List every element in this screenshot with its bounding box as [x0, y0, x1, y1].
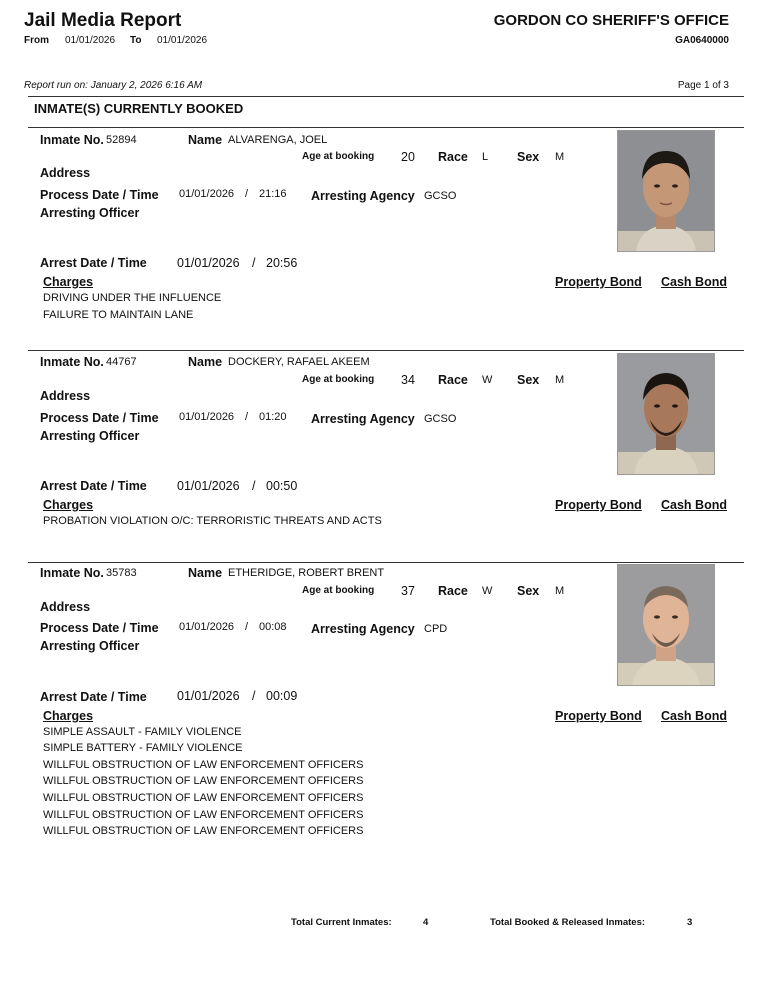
- charge-line: WILLFUL OBSTRUCTION OF LAW ENFORCEMENT OFFICERS: [43, 775, 364, 787]
- arrest-time: 20:56: [266, 256, 298, 270]
- race-value: W: [482, 374, 493, 386]
- process-dt-label: Process Date / Time: [40, 188, 159, 202]
- slash: /: [252, 689, 256, 703]
- inmate-no: 52894: [106, 134, 137, 146]
- age-value: 20: [401, 150, 415, 164]
- cash-bond-label: Cash Bond: [661, 275, 727, 289]
- charge-line: FAILURE TO MAINTAIN LANE: [43, 309, 194, 321]
- arrest-date: 01/01/2026: [177, 689, 240, 703]
- arresting-officer-label: Arresting Officer: [40, 429, 140, 443]
- arrest-time: 00:09: [266, 689, 298, 703]
- property-bond-label: Property Bond: [555, 709, 642, 723]
- total-booked-released-label: Total Booked & Released Inmates:: [490, 917, 646, 928]
- arrest-date: 01/01/2026: [177, 479, 240, 493]
- arresting-agency: GCSO: [424, 190, 457, 202]
- age-value: 34: [401, 373, 415, 387]
- to-label: To: [130, 35, 142, 46]
- age-label: Age at booking: [302, 151, 375, 162]
- age-label: Age at booking: [302, 374, 375, 385]
- process-dt-label: Process Date / Time: [40, 621, 159, 635]
- race-value: L: [482, 151, 489, 163]
- cash-bond-label: Cash Bond: [661, 498, 727, 512]
- race-value: W: [482, 585, 493, 597]
- sex-value: M: [555, 585, 565, 597]
- sex-value: M: [555, 151, 565, 163]
- slash: /: [252, 256, 256, 270]
- record-divider: [28, 562, 744, 563]
- process-time: 01:20: [259, 411, 287, 423]
- process-time: 00:08: [259, 621, 287, 633]
- arrest-date: 01/01/2026: [177, 256, 240, 270]
- name-label: Name: [188, 355, 223, 369]
- arresting-agency-label: Arresting Agency: [311, 189, 415, 203]
- sex-value: M: [555, 374, 565, 386]
- arresting-officer-label: Arresting Officer: [40, 206, 140, 220]
- arresting-agency-label: Arresting Agency: [311, 412, 415, 426]
- inmate-no-label: Inmate No.: [40, 566, 104, 580]
- arresting-agency-label: Arresting Agency: [311, 622, 415, 636]
- header-divider: [28, 96, 744, 97]
- slash: /: [245, 621, 249, 633]
- arresting-officer-label: Arresting Officer: [40, 639, 140, 653]
- address-label: Address: [40, 600, 91, 614]
- cash-bond-label: Cash Bond: [661, 709, 727, 723]
- mugshot-photo: [617, 564, 715, 686]
- charge-line: DRIVING UNDER THE INFLUENCE: [43, 292, 222, 304]
- from-date: 01/01/2026: [65, 35, 116, 46]
- process-date: 01/01/2026: [179, 411, 235, 423]
- inmate-no: 44767: [106, 356, 137, 368]
- section-divider: [28, 127, 744, 128]
- report-title: Jail Media Report: [24, 10, 182, 31]
- record-divider: [28, 350, 744, 351]
- address-label: Address: [40, 166, 91, 180]
- arrest-time: 00:50: [266, 479, 298, 493]
- inmate-no-label: Inmate No.: [40, 355, 104, 369]
- total-booked-released-value: 3: [687, 917, 693, 928]
- name-label: Name: [188, 566, 223, 580]
- property-bond-label: Property Bond: [555, 275, 642, 289]
- arrest-dt-label: Arrest Date / Time: [40, 479, 147, 493]
- total-current-value: 4: [423, 917, 429, 928]
- inmate-no-label: Inmate No.: [40, 133, 104, 147]
- to-date: 01/01/2026: [157, 35, 208, 46]
- mugshot-photo: [617, 353, 715, 475]
- sex-label: Sex: [517, 373, 540, 387]
- section-title: INMATE(S) CURRENTLY BOOKED: [34, 101, 244, 116]
- mugshot-photo: [617, 130, 715, 252]
- slash: /: [245, 411, 249, 423]
- charges-label: Charges: [43, 275, 94, 289]
- inmate-no: 35783: [106, 567, 137, 579]
- arresting-agency: CPD: [424, 623, 448, 635]
- name-label: Name: [188, 133, 223, 147]
- inmate-name: ETHERIDGE, ROBERT BRENT: [228, 567, 385, 579]
- agency-name: GORDON CO SHERIFF'S OFFICE: [493, 12, 729, 29]
- charge-line: SIMPLE ASSAULT - FAMILY VIOLENCE: [43, 726, 242, 738]
- age-label: Age at booking: [302, 585, 375, 596]
- charge-line: WILLFUL OBSTRUCTION OF LAW ENFORCEMENT OFFICERS: [43, 809, 364, 821]
- inmate-name: ALVARENGA, JOEL: [228, 134, 328, 146]
- charge-line: PROBATION VIOLATION O/C: TERRORISTIC THREATS AND ACTS: [43, 515, 382, 527]
- process-dt-label: Process Date / Time: [40, 411, 159, 425]
- process-date: 01/01/2026: [179, 188, 235, 200]
- race-label: Race: [438, 584, 468, 598]
- sex-label: Sex: [517, 150, 540, 164]
- charge-line: WILLFUL OBSTRUCTION OF LAW ENFORCEMENT OFFICERS: [43, 759, 364, 771]
- slash: /: [245, 188, 249, 200]
- arrest-dt-label: Arrest Date / Time: [40, 256, 147, 270]
- inmate-name: DOCKERY, RAFAEL AKEEM: [228, 356, 370, 368]
- process-date: 01/01/2026: [179, 621, 235, 633]
- report-run-timestamp: Report run on: January 2, 2026 6:16 AM: [24, 80, 203, 91]
- charge-line: SIMPLE BATTERY - FAMILY VIOLENCE: [43, 742, 243, 754]
- sex-label: Sex: [517, 584, 540, 598]
- page-number: Page 1 of 3: [677, 80, 729, 91]
- process-time: 21:16: [259, 188, 287, 200]
- charge-line: WILLFUL OBSTRUCTION OF LAW ENFORCEMENT OFFICERS: [43, 825, 364, 837]
- total-current-label: Total Current Inmates:: [291, 917, 392, 928]
- from-label: From: [24, 35, 49, 46]
- race-label: Race: [438, 373, 468, 387]
- property-bond-label: Property Bond: [555, 498, 642, 512]
- agency-code: GA0640000: [675, 35, 729, 46]
- age-value: 37: [401, 584, 415, 598]
- race-label: Race: [438, 150, 468, 164]
- charges-label: Charges: [43, 709, 94, 723]
- address-label: Address: [40, 389, 91, 403]
- charge-line: WILLFUL OBSTRUCTION OF LAW ENFORCEMENT OFFICERS: [43, 792, 364, 804]
- charges-label: Charges: [43, 498, 94, 512]
- arresting-agency: GCSO: [424, 413, 457, 425]
- slash: /: [252, 479, 256, 493]
- arrest-dt-label: Arrest Date / Time: [40, 690, 147, 704]
